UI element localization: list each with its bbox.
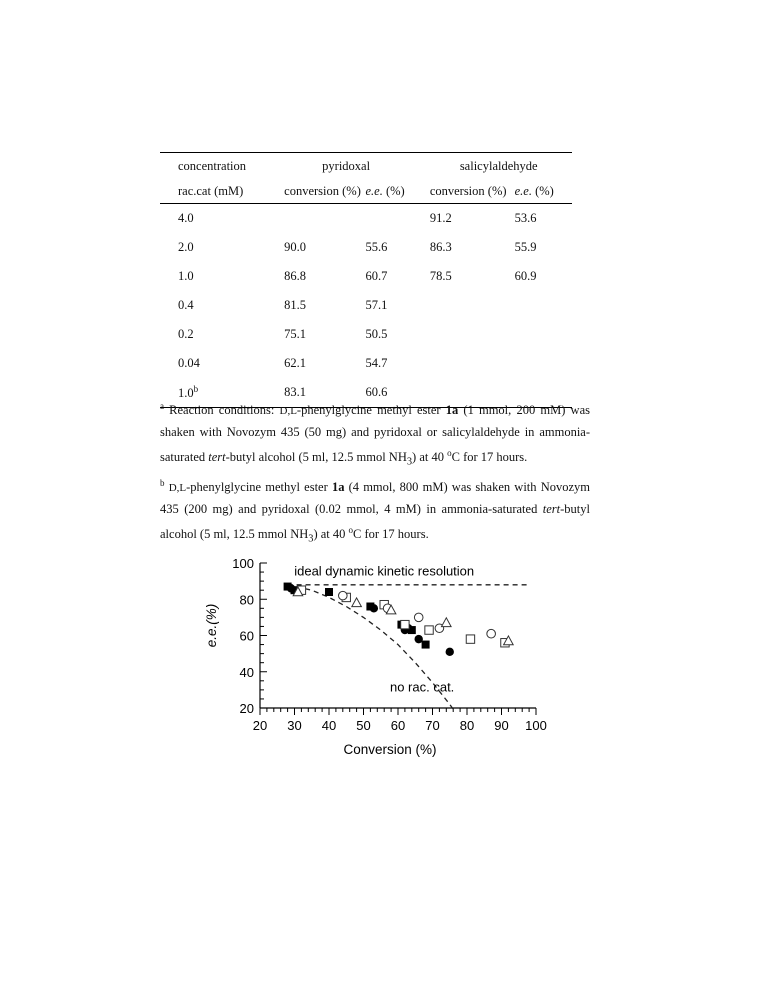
x-tick-label: 20 xyxy=(252,718,268,733)
x-tick-label: 30 xyxy=(287,718,302,733)
cell-salicylaldehyde-ee xyxy=(515,204,572,234)
header-pyridoxal-ee xyxy=(365,179,429,204)
footnote-b-mark: b xyxy=(160,477,165,488)
data-point-open-triangle xyxy=(352,598,362,607)
cell-pyridoxal-conversion-value: 86.8 xyxy=(284,269,307,283)
x-tick-label: 70 xyxy=(425,718,440,733)
cell-concentration-value: 0.04 xyxy=(178,356,200,370)
footnote-a xyxy=(160,396,590,473)
cell-pyridoxal-conversion xyxy=(272,204,365,234)
y-axis-label: e.e.(%) xyxy=(204,603,219,648)
x-tick-label: 40 xyxy=(321,718,337,733)
cell-pyridoxal-ee-value: 55.6 xyxy=(365,240,388,254)
cell-pyridoxal-conversion xyxy=(272,262,365,291)
footnote-a-text-3: (1 mmol, 200 mM) was shaken with Novozym 435 (50 mg) and pyridoxal or salicylaldehyde in ammonia-saturated xyxy=(160,403,590,465)
footnote-b-dl: D,L xyxy=(168,481,187,494)
cell-concentration-value: 1.0 xyxy=(178,386,194,401)
footnote-a-text-4: -butyl alcohol (5 ml, 12.5 mmol NH xyxy=(225,450,407,465)
data-point-open-triangle xyxy=(442,618,452,627)
cell-pyridoxal-ee xyxy=(365,349,429,378)
header-salicylaldehyde-conversion: conversion (%) xyxy=(430,179,515,204)
cell-salicylaldehyde-ee xyxy=(515,233,572,262)
footnote-b-text-4: -butyl alcohol (5 ml, 12.5 mmol NH xyxy=(160,501,590,542)
x-tick-label: 90 xyxy=(494,718,509,733)
cell-concentration-value: 2.0 xyxy=(178,240,194,254)
footnote-b xyxy=(160,473,590,550)
header-rac-cat: rac.cat (mM) xyxy=(160,179,272,204)
data-point-open-circle xyxy=(414,613,423,622)
cell-concentration xyxy=(160,204,272,234)
footnote-a-text-2: -phenylglycine methyl ester xyxy=(296,403,446,418)
footnote-b-tert: tert xyxy=(542,501,561,516)
data-point-filled-square xyxy=(422,641,430,649)
cell-salicylaldehyde-ee xyxy=(515,349,572,378)
y-tick-label: 100 xyxy=(232,556,254,571)
cell-concentration-value: 1.0 xyxy=(178,269,194,283)
cell-salicylaldehyde-ee-value: 55.9 xyxy=(514,240,537,254)
cell-salicylaldehyde-conversion-value: 78.5 xyxy=(429,269,452,283)
x-axis-label: Conversion (%) xyxy=(343,742,437,757)
cell-pyridoxal-ee xyxy=(365,204,429,234)
header-pyridoxal-ee-unit: (%) xyxy=(382,183,405,198)
cell-concentration xyxy=(160,291,272,320)
cell-pyridoxal-conversion xyxy=(272,349,365,378)
table-header-row-1 xyxy=(160,153,572,180)
cell-salicylaldehyde-ee xyxy=(515,262,572,291)
cell-pyridoxal-ee xyxy=(365,233,429,262)
cell-concentration-value: 0.2 xyxy=(178,327,194,341)
x-tick-label: 80 xyxy=(459,718,475,733)
cell-pyridoxal-conversion xyxy=(272,320,365,349)
table-header-row-2 xyxy=(160,179,572,204)
cell-pyridoxal-ee-value: 54.7 xyxy=(365,356,388,370)
footnote-b-text-3: (4 mmol, 800 mM) was shaken with Novozym 435 (200 mg) and pyridoxal (0.02 mmol, 4 mM) in ammonia-saturated xyxy=(160,479,590,516)
header-salicylaldehyde: salicylaldehyde xyxy=(459,158,538,173)
footnote-b-compound: 1a xyxy=(331,479,345,494)
header-pyridoxal-ee-label: e.e. xyxy=(365,183,383,198)
cell-salicylaldehyde-conversion xyxy=(430,233,515,262)
cell-concentration-value: 4.0 xyxy=(178,211,194,225)
cell-pyridoxal-conversion-value: 90.0 xyxy=(284,240,307,254)
chart-svg xyxy=(196,550,556,765)
header-salicylaldehyde-ee-label: e.e. xyxy=(514,183,532,198)
data-point-filled-circle xyxy=(415,635,423,643)
footnote-a-text-6: C for 17 hours. xyxy=(451,450,528,465)
footnote-a-text-5: ) at 40 xyxy=(412,450,448,465)
cell-salicylaldehyde-ee-value: 53.6 xyxy=(514,211,537,225)
footnote-b-degree: o xyxy=(348,524,354,535)
header-pyridoxal: pyridoxal xyxy=(322,158,371,173)
table-row xyxy=(160,349,572,378)
footnote-a-dl: D,L xyxy=(279,405,297,418)
cell-pyridoxal-ee-value: 50.5 xyxy=(365,327,388,341)
table-row xyxy=(160,233,572,262)
footnote-a-degree: o xyxy=(447,448,452,459)
x-tick-label: 100 xyxy=(525,718,547,733)
annotation-ideal-dkr: ideal dynamic kinetic resolution xyxy=(294,563,475,579)
cell-salicylaldehyde-ee-value: 60.9 xyxy=(514,269,537,283)
footnote-ref: b xyxy=(193,383,199,394)
results-table-container xyxy=(160,152,572,408)
cell-salicylaldehyde-conversion xyxy=(430,204,515,234)
data-point-open-circle xyxy=(487,629,496,638)
y-tick-label: 20 xyxy=(239,701,254,716)
cell-salicylaldehyde-ee xyxy=(515,320,572,349)
table-row xyxy=(160,320,572,349)
cell-concentration-value: 0.4 xyxy=(178,298,194,312)
cell-pyridoxal-ee xyxy=(365,262,429,291)
cell-pyridoxal-ee xyxy=(365,320,429,349)
table-row xyxy=(160,262,572,291)
data-point-filled-circle xyxy=(287,584,295,592)
footnote-a-compound: 1a xyxy=(445,403,459,418)
data-point-filled-circle xyxy=(446,648,454,656)
cell-salicylaldehyde-conversion xyxy=(430,262,515,291)
footnote-b-sub: 3 xyxy=(308,533,314,545)
y-tick-label: 80 xyxy=(239,592,254,608)
footnote-a-sub: 3 xyxy=(406,456,413,468)
data-point-filled-circle xyxy=(370,604,378,612)
cell-pyridoxal-conversion xyxy=(272,291,365,320)
x-tick-label: 60 xyxy=(390,718,406,733)
cell-salicylaldehyde-conversion xyxy=(430,291,515,320)
cell-pyridoxal-conversion-value: 75.1 xyxy=(284,327,307,341)
cell-pyridoxal-ee-value: 57.1 xyxy=(365,298,388,312)
header-salicylaldehyde-ee-unit: (%) xyxy=(531,183,554,198)
cell-pyridoxal-conversion xyxy=(272,233,365,262)
cell-pyridoxal-conversion-value: 62.1 xyxy=(284,356,307,370)
footnote-b-text-5: ) at 40 xyxy=(313,527,349,542)
data-point-open-square xyxy=(466,635,474,643)
cell-concentration xyxy=(160,320,272,349)
data-point-open-square xyxy=(425,626,433,634)
ee-vs-conversion-chart xyxy=(196,550,556,765)
footnote-a-tert: tert xyxy=(208,450,226,465)
cell-pyridoxal-ee-value: 60.7 xyxy=(365,269,388,283)
cell-concentration xyxy=(160,262,272,291)
cell-pyridoxal-ee-value: 60.6 xyxy=(365,385,388,399)
cell-salicylaldehyde-conversion-value: 91.2 xyxy=(429,211,452,225)
cell-salicylaldehyde-conversion xyxy=(430,320,515,349)
cell-salicylaldehyde-conversion xyxy=(430,349,515,378)
y-tick-label: 60 xyxy=(239,628,254,644)
cell-salicylaldehyde-ee xyxy=(515,291,572,320)
cell-concentration xyxy=(160,233,272,262)
table-footnotes xyxy=(160,396,590,550)
x-tick-label: 50 xyxy=(356,718,371,733)
cell-pyridoxal-conversion-value: 83.1 xyxy=(284,385,307,399)
header-concentration: concentration xyxy=(178,158,247,173)
cell-concentration xyxy=(160,349,272,378)
data-point-open-circle xyxy=(339,591,348,600)
cell-pyridoxal-ee xyxy=(365,291,429,320)
cell-salicylaldehyde-conversion-value: 86.3 xyxy=(429,240,452,254)
footnote-a-text-1: Reaction conditions: xyxy=(164,403,280,418)
header-salicylaldehyde-ee xyxy=(515,179,572,204)
data-point-open-square xyxy=(401,620,409,628)
table-row xyxy=(160,204,572,234)
cell-pyridoxal-conversion-value: 81.5 xyxy=(284,298,307,312)
results-table xyxy=(160,152,572,408)
y-tick-label: 40 xyxy=(239,664,254,680)
footnote-a-mark: a xyxy=(160,401,164,411)
header-pyridoxal-conversion: conversion (%) xyxy=(272,179,365,204)
footnote-b-text-6: C for 17 hours. xyxy=(353,527,429,542)
annotation-no-rac-cat: no rac. cat. xyxy=(389,679,455,695)
table-row xyxy=(160,291,572,320)
table-body xyxy=(160,204,572,408)
data-point-filled-square xyxy=(325,588,333,596)
footnote-b-text-2: -phenylglycine methyl ester xyxy=(186,479,332,494)
